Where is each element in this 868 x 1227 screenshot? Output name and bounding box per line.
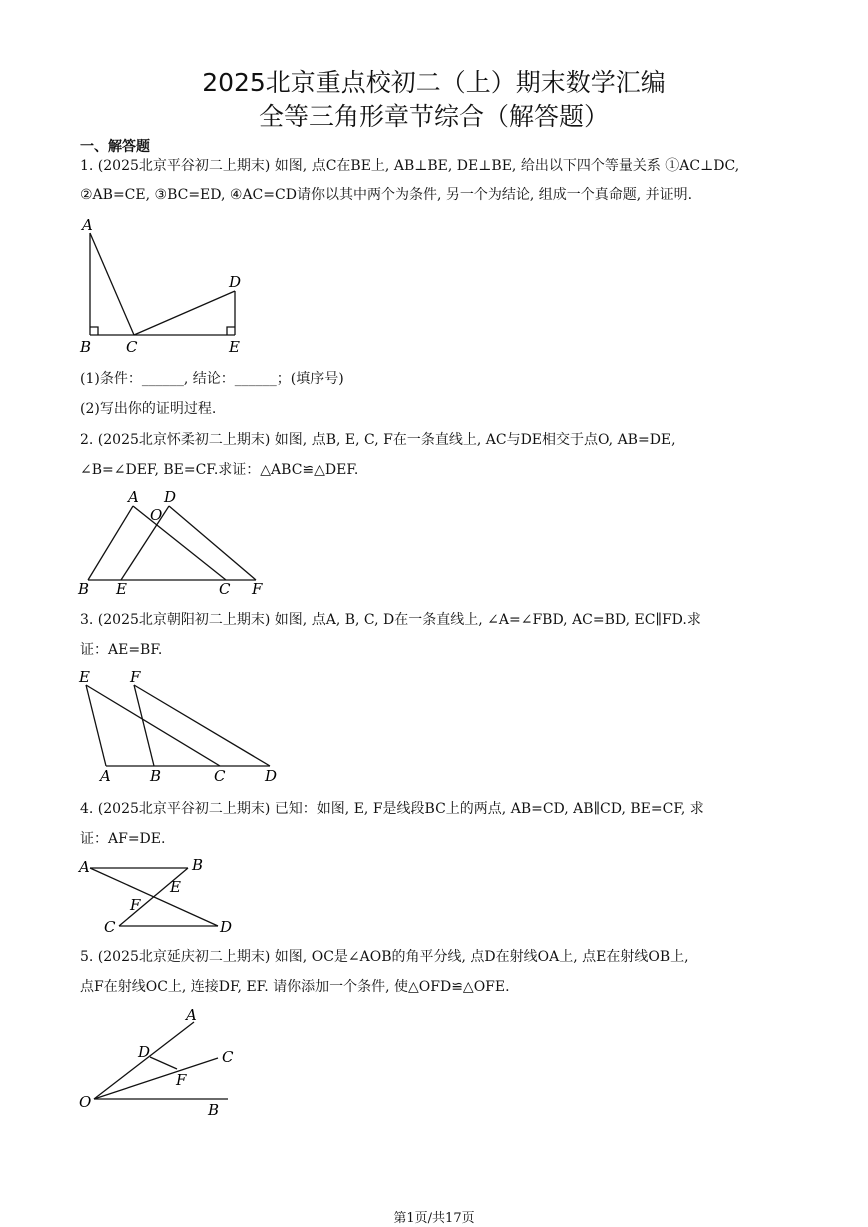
q1-label-b: B <box>80 338 92 356</box>
q2-label-f: F <box>252 580 263 598</box>
section-heading: 一、解答题 <box>80 139 150 155</box>
q2-label-d: D <box>164 488 177 506</box>
q4-label-e: E <box>170 878 181 896</box>
q1-label-c: C <box>126 338 138 356</box>
q2-label-c: C <box>219 580 231 598</box>
q4-label-d: D <box>220 918 233 936</box>
q2-text-line2: ∠B=∠DEF, BE=CF.求证：△ABC≌△DEF. <box>80 462 359 478</box>
q4-figure <box>76 856 246 938</box>
q1-label-a: A <box>82 216 93 234</box>
q4-text-line1: 4. (2025北京平谷初二上期末) 已知：如图, E, F是线段BC上的两点, AB=CD, AB∥CD, BE=CF, 求 <box>80 801 704 817</box>
q5-text-line2: 点F在射线OC上, 连接DF, EF. 请你添加一个条件, 使△OFD≌△OFE. <box>80 979 510 995</box>
q1-figure <box>78 215 258 360</box>
q5-text-line1: 5. (2025北京延庆初二上期末) 如图, OC是∠AOB的角平分线, 点D在射线OA上, 点E在射线OB上, <box>80 949 689 965</box>
q4-label-b: B <box>192 856 204 874</box>
q2-text-line1: 2. (2025北京怀柔初二上期末) 如图, 点B, E, C, F在一条直线上, AC与DE相交于点O, AB=DE, <box>80 432 676 448</box>
q3-label-f: F <box>130 668 141 686</box>
q2-label-e: E <box>116 580 127 598</box>
q3-label-a: A <box>100 767 111 785</box>
q2-label-a: A <box>128 488 139 506</box>
q4-text-line2: 证：AF=DE. <box>80 831 166 847</box>
doc-title-line2: 全等三角形章节综合（解答题） <box>258 102 609 131</box>
q1-text-line2: ②AB=CE, ③BC=ED, ④AC=CD请你以其中两个为条件, 另一个为结论, 组成一个真命题, 并证明. <box>80 187 693 203</box>
q2-label-o: O <box>150 506 163 524</box>
q4-label-c: C <box>104 918 116 936</box>
q2-figure <box>76 488 276 598</box>
q1-label-d: D <box>229 273 242 291</box>
q3-label-b: B <box>150 767 162 785</box>
q3-figure <box>76 668 286 786</box>
q3-text-line1: 3. (2025北京朝阳初二上期末) 如图, 点A, B, C, D在一条直线上, ∠A=∠FBD, AC=BD, EC∥FD.求 <box>80 612 701 628</box>
q1-subquestion-2: (2)写出你的证明过程. <box>80 401 217 417</box>
q2-label-b: B <box>78 580 90 598</box>
q1-subquestion-1: (1)条件：______, 结论：______；(填序号) <box>80 371 344 387</box>
q5-label-c: C <box>222 1048 234 1066</box>
q3-label-c: C <box>214 767 226 785</box>
q5-label-b: B <box>208 1101 220 1119</box>
q3-label-d: D <box>265 767 278 785</box>
q1-text-line1: 1. (2025北京平谷初二上期末) 如图, 点C在BE上, AB⊥BE, DE⊥BE, 给出以下四个等量关系 ①AC⊥DC, <box>80 158 740 174</box>
page-number: 第1页/共17页 <box>393 1211 475 1226</box>
doc-title-line1: 2025北京重点校初二（上）期末数学汇编 <box>202 68 666 97</box>
q5-label-f: F <box>176 1071 187 1089</box>
q5-label-a: A <box>186 1006 197 1024</box>
q1-label-e: E <box>229 338 240 356</box>
q4-label-a: A <box>79 858 90 876</box>
q5-label-d: D <box>138 1043 151 1061</box>
q5-label-o: O <box>79 1093 92 1111</box>
q4-label-f: F <box>130 896 141 914</box>
q3-label-e: E <box>79 668 90 686</box>
q5-figure <box>76 1005 256 1123</box>
q3-text-line2: 证：AE=BF. <box>80 642 163 658</box>
